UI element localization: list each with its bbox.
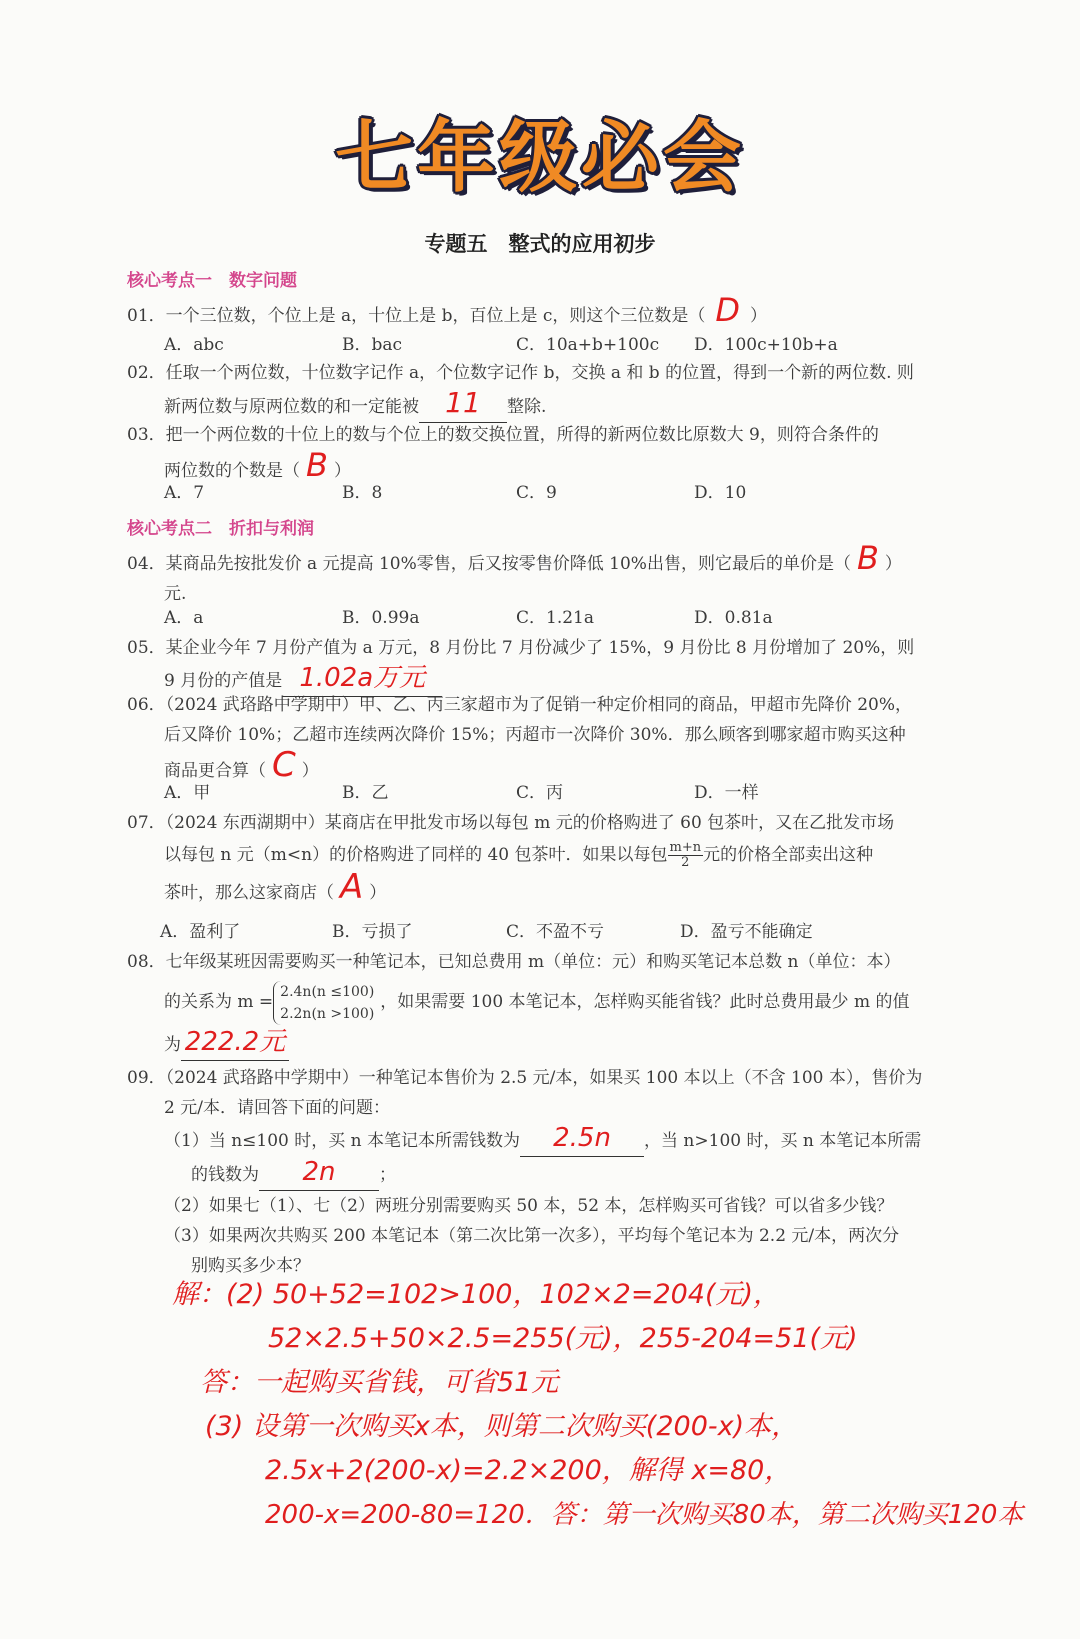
solution-line-4: (3) 设第一次购买x本，则第二次购买(200-x)本， [205, 1411, 799, 1442]
option: B．8 [342, 483, 383, 503]
question-text: （3）如果两次共购买 200 本笔记本（第二次比第一次多），平均每个笔记本为 2.2 元/本，两次分 [164, 1226, 900, 1246]
solution-line-2: 52×2.5+50×2.5=255(元)，255-204=51(元) [268, 1323, 858, 1354]
options-06 [164, 778, 964, 804]
question-text: ； [379, 1165, 396, 1185]
solution-line-5: 2.5x+2(200-x)=2.2×200，解得 x=80， [265, 1455, 792, 1486]
question-text: 05．某企业今年 7 月份产值为 a 万元，8 月份比 7 月份减少了 15%，9 月份比 8 月份增加了 20%，则 [127, 638, 915, 658]
option: D．10 [694, 483, 747, 503]
handwritten-answer: 11 [445, 386, 481, 419]
option: A．a [164, 608, 204, 628]
case: 2.2n(n >100) [280, 1005, 375, 1022]
handwritten-answer: 222.2元 [184, 1027, 286, 1057]
question-text: 09．（2024 武珞路中学期中）一种笔记本售价为 2.5 元/本，如果买 100 本以上（不含 100 本），售价为 [127, 1068, 923, 1088]
question-text: 元. [164, 584, 187, 604]
handwritten-answer: D [715, 291, 741, 329]
handwritten-answer: 2n [302, 1157, 336, 1187]
question-text: 茶叶，那么这家商店（ [164, 883, 334, 903]
option: A．甲 [164, 783, 211, 803]
option: D．一样 [694, 783, 759, 803]
question-text: ，如果需要 100 本笔记本，怎样购买能省钱？此时总费用最少 m 的值 [380, 992, 910, 1012]
question-text: 新两位数与原两位数的和一定能被 [164, 397, 419, 417]
fraction [668, 841, 704, 870]
question-02 [127, 358, 977, 423]
option: A．7 [164, 483, 205, 503]
option: A．盈利了 [160, 922, 241, 942]
options-07 [160, 917, 960, 943]
section-heading-2: 核心考点二 折扣与利润 [127, 519, 314, 539]
question-text: 2 元/本．请回答下面的问题： [164, 1098, 390, 1118]
option: B．乙 [342, 783, 389, 803]
question-01 [127, 291, 977, 331]
option: D．0.81a [694, 608, 773, 628]
question-text: 后又降价 10%；乙超市连续两次降价 15%；丙超市一次降价 30%．那么顾客到哪家超市购买这种 [164, 725, 906, 745]
option: C．不盈不亏 [506, 922, 605, 942]
section-heading-1: 核心考点一 数字问题 [127, 271, 297, 291]
question-text: 别购买多少本？ [191, 1256, 310, 1276]
option: A．abc [164, 335, 224, 355]
bracket: ） [369, 883, 387, 903]
solution-line-1: 解：(2) 50+52=102>100，102×2=204(元)， [172, 1279, 781, 1310]
case: 2.4n(n ≤100) [280, 983, 375, 1000]
question-text: 整除. [507, 397, 547, 417]
handwritten-answer: A [340, 867, 364, 907]
option: C．9 [516, 483, 557, 503]
question-text: （1）当 n≤100 时，买 n 本笔记本所需钱数为 [164, 1131, 521, 1151]
handwritten-answer: 1.02a万元 [299, 663, 426, 693]
question-text: 02．任取一个两位数，十位数字记作 a，个位数字记作 b，交换 a 和 b 的位置，得到一个新的两位数. 则 [127, 363, 914, 383]
question-text: 04．某商品先按批发价 a 元提高 10%零售，后又按零售价降低 10%出售，则它最后的单价是（ [127, 554, 851, 574]
question-08 [127, 947, 977, 1061]
question-text: 01．一个三位数，个位上是 a，十位上是 b，百位上是 c，则这个三位数是（ [127, 306, 706, 326]
question-text: 以每包 n 元（m<n）的价格购进了同样的 40 包茶叶．如果以每包 [164, 845, 668, 865]
option: B．亏损了 [332, 922, 413, 942]
option: C．1.21a [516, 608, 594, 628]
question-text: ，当 n>100 时，买 n 本笔记本所需 [644, 1131, 922, 1151]
question-text: 08．七年级某班因需要购买一种笔记本，已知总费用 m（单位：元）和购买笔记本总数 n（单位：本） [127, 952, 901, 972]
options-03 [164, 478, 964, 504]
bracket: ） [884, 554, 902, 574]
question-text: 06．（2024 武珞路中学期中）甲、乙、丙三家超市为了促销一种定价相同的商品，甲超市先降价 20%， [127, 695, 912, 715]
question-09 [127, 1063, 977, 1281]
question-text: 9 月份的产值是 [164, 671, 283, 691]
option: C．10a+b+100c [516, 335, 660, 355]
options-04 [164, 603, 964, 629]
question-text: 的钱数为 [191, 1165, 259, 1185]
option: D．100c+10b+a [694, 335, 838, 355]
bracket: ） [301, 761, 319, 781]
fraction-denominator: 2 [681, 855, 690, 870]
handwritten-answer: C [272, 745, 296, 785]
option: D．盈亏不能确定 [680, 922, 813, 942]
question-text: （2）如果七（1）、七（2）两班分别需要购买 50 本，52 本，怎样购买可省钱？可以省多少钱？ [164, 1196, 894, 1216]
solution-line-6: 200-x=200-80=120．答：第一次购买80本，第二次购买120本 [265, 1500, 1024, 1530]
option: B．bac [342, 335, 403, 355]
banner-title: 七年级必会 [334, 113, 745, 203]
question-text: 商品更合算（ [164, 761, 266, 781]
question-text: 元的价格全部卖出这种 [703, 845, 874, 865]
question-05 [127, 633, 977, 697]
solution-line-3: 答：一起购买省钱，可省51元 [200, 1367, 559, 1398]
fraction-numerator: m+n [669, 840, 702, 855]
question-text: 为 [164, 1035, 181, 1055]
topic-title: 专题五 整式的应用初步 [424, 231, 656, 256]
question-04 [127, 539, 977, 609]
bracket: ） [333, 461, 351, 481]
handwritten-answer: 2.5n [553, 1123, 611, 1153]
question-text: 的关系为 m = [164, 992, 274, 1012]
handwritten-answer: B [856, 539, 879, 577]
question-06 [127, 690, 977, 786]
handwritten-answer: B [306, 446, 328, 484]
question-text: 07．（2024 东西湖期中）某商店在甲批发市场以每包 m 元的价格购进了 60 包茶叶，又在乙批发市场 [127, 813, 895, 833]
piecewise-brace [273, 981, 374, 1025]
question-text: 两位数的个数是（ [164, 461, 300, 481]
question-07 [127, 808, 977, 908]
question-text: 03．把一个两位数的十位上的数与个位上的数交换位置，所得的新两位数比原数大 9，则符合条件的 [127, 425, 879, 445]
bracket: ） [750, 306, 768, 326]
option: C．丙 [516, 783, 564, 803]
option: B．0.99a [342, 608, 420, 628]
question-03 [127, 420, 977, 486]
options-01 [164, 330, 964, 356]
